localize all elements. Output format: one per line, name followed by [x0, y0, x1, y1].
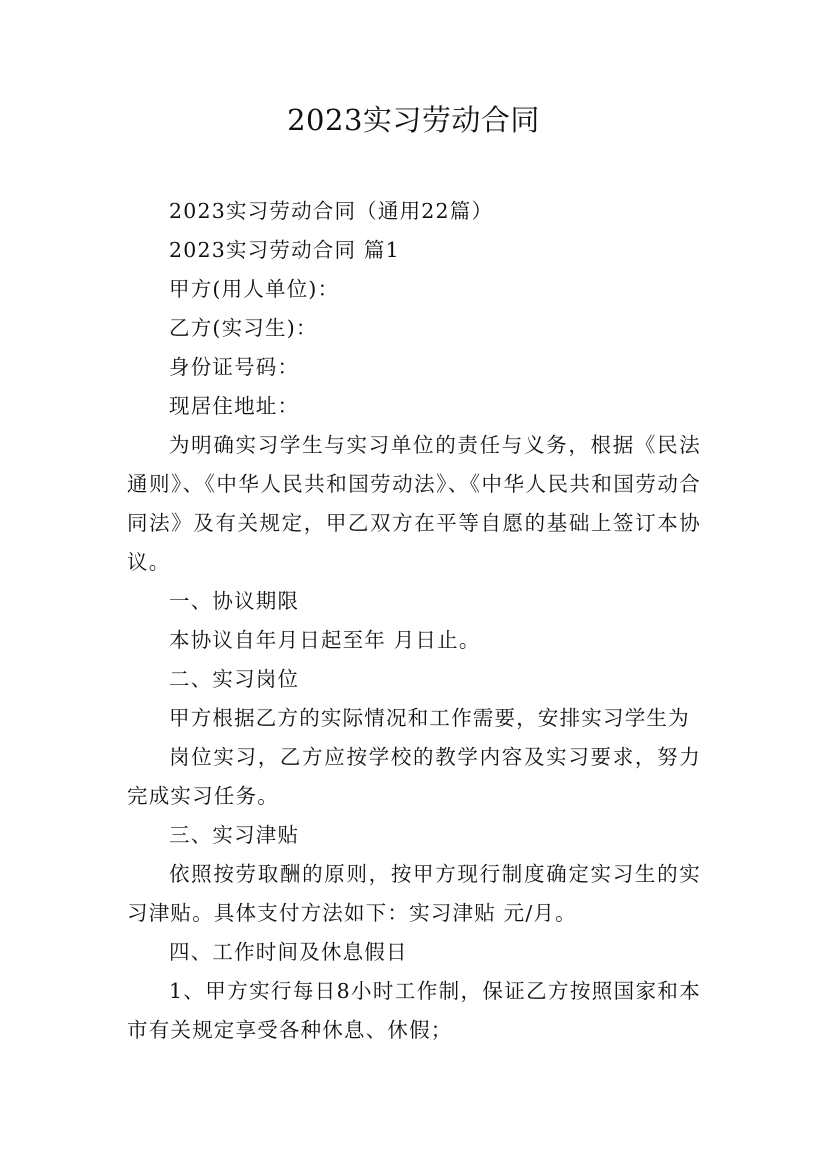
clause-hours-text: 1、甲方实行每日8小时工作制，保证乙方按照国家和本市有关规定享受各种休息、休假； — [127, 979, 701, 1042]
subtitle-paragraph: 2023实习劳动合同（通用22篇） — [169, 199, 494, 223]
party-b-field: 乙方(实习生)： — [169, 316, 318, 340]
id-number-field: 身份证号码： — [169, 355, 300, 379]
clause-heading-hours: 四、工作时间及休息假日 — [169, 940, 408, 964]
address-field: 现居住地址： — [169, 394, 300, 418]
clause-position-text-1: 甲方根据乙方的实际情况和工作需要，安排实习学生为 — [169, 706, 690, 730]
party-a-field: 甲方(用人单位)： — [169, 277, 340, 301]
clause-term-text: 本协议自年月日起至年 月日止。 — [169, 628, 481, 652]
clause-heading-term: 一、协议期限 — [169, 589, 300, 613]
preamble-paragraph: 为明确实习学生与实习单位的责任与义务，根据《民法通则》、《中华人民共和国劳动法》、《中华人民共和国劳动合同法》及有关规定，甲乙双方在平等自愿的基础上签订本协议。 — [127, 433, 701, 574]
clause-heading-position: 二、实习岗位 — [169, 667, 300, 691]
clause-heading-allowance: 三、实习津贴 — [169, 823, 300, 847]
document-body — [127, 192, 701, 1050]
document-title: 2023实习劳动合同 — [287, 103, 540, 137]
section-heading-paragraph: 2023实习劳动合同 篇1 — [169, 238, 400, 262]
clause-position-text-2: 岗位实习，乙方应按学校的教学内容及实习要求，努力完成实习任务。 — [127, 745, 701, 808]
clause-allowance-text: 依照按劳取酬的原则，按甲方现行制度确定实习生的实习津贴。具体支付方法如下：实习津贴 元/月。 — [127, 862, 701, 925]
